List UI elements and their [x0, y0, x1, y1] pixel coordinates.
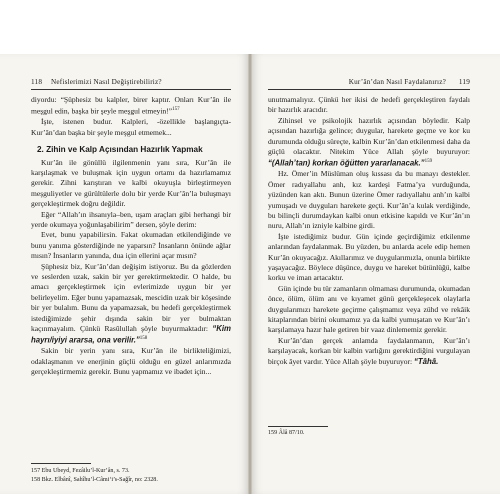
footnote-ref: 159: [424, 159, 433, 165]
left-page-number: 118: [31, 78, 43, 86]
footnote-ref: 157: [172, 107, 180, 113]
paragraph: Zihinsel ve psikolojik hazırlık açısından böyledir. Kalp açısından hazırlığa gelince; duygular, harekete geçme ve kor ku durumunda olduğu süreçte, kalbin Kur’ân’dan etkilenmesi daha da güçlü olacaktır. Nitekim Yüce Allah şöyle buyuruyor: “(Allah’tan) korkan öğütten yararlanacak.”$^{159}$: [268, 115, 470, 168]
left-running-title: Nefislerimizi Nasıl Değiştirebiliriz?: [51, 78, 162, 86]
paragraph: Kur’ân ile gönüllü ilgilenmenin yanı sıra, Kur’ân ile karşılaşmak ve buluşmak için uygun ortamı da hazırlamamız gerekir. Zihni karıştıran ve kalbi okuyuşla birleştirmeyen meşguliyetler ve gürültülerle dolu bir yerde Kur’ân’la buluşmayı gerçekleştirmek doğru değildir.: [31, 157, 231, 209]
footnote: 157 Ebu Ubeyd, Fezâilu’l-Kur’ân, s. 73.: [31, 468, 130, 474]
right-running-title: Kur’ân’dan Nasıl Faydalanırız?: [348, 78, 446, 86]
right-footnote-rule: [268, 426, 328, 427]
paragraph: Kur’ân’dan gerçek anlamda faydalanmanın, Kur’ân’ı karşılayacak, korkan bir kalbin varlığını gerektirdiğini vurgulayan birçok âyet vardır. Yüce Allah şöyle buyuruyor: “Tâhâ.: [268, 335, 470, 366]
paragraph: Şüphesiz biz, Kur’ân’dan değişim istiyoruz. Bu da gözlerden ve seslerden uzak, sakin bir yer gerektirmektedir. O halde, bu amacı gerçekleştirmek için evlerimizde uygun bir yer belirleyelim. Eğer bunu yapamazsak, mescidin uzak bir köşesinde bir yer bulalım. Bunu da yapamazsak, bu hedefi gerçekleştirmek istediğimizde şehir dışında sakin bir yer bulmaktan kaçınmayalım. Çünkü Rasûlullah şöyle buyurmaktadır: “Kim hayrı/iyiyi ararsa, ona verilir.”$^{158}$: [31, 261, 231, 345]
right-header-rule: [268, 89, 470, 90]
paragraph: Gün içinde bu tür zamanların olmaması durumunda, okumadan önce, ölüm, ölüm anı ve kıyamet günü gerçekleşecek olaylarla duygularımızı harekete geçirme çalışmamız veya zühd ve rekâik kitaplarından birini okumamız ya da kalbi yumuşatan ve Kur’ân’ı karşılamaya hazır hale getiren bir vaaz dinlememiz gerekir.: [268, 283, 470, 335]
left-body-text: [31, 95, 231, 378]
paragraph: İşte, istenen budur. Kalpleri, -özellikle başlangıçta- Kur’ân’dan başka bir şeyle meşgul etmemek...: [31, 117, 231, 137]
paragraph: Eğer “Allah’ın ihsanıyla–ben, uşam araçları gibi herhangi bir yerde okumaya yoğunlaşabilirim” dersen, şöyle derim:: [31, 209, 231, 229]
left-footnote-rule: [31, 463, 91, 464]
footnote: 159 Âlâ 87/10.: [268, 430, 305, 436]
right-footnotes: [268, 429, 470, 438]
paragraph: unutmamalıyız. Çünkü her ikisi de hedefi gerçekleştiren faydalı bir hazırlık aracıdır.: [268, 95, 470, 115]
verse-quote: “(Allah’tan) korkan öğütten yararlanacak.”: [268, 158, 425, 168]
paragraph: İşte istediğimiz budur. Gün içinde geçirdiğimiz etkilenme anlarından faydalanmak. Bu yüzden, bu anlarda acele edip hemen Kur’ân okuyacağız. Akıllarımız ve duygularımızla, onunla birlikte yaşayacağız. Böylece düşünce, duygu ve hareket bütünlüğü, kalbe korku ve iman artacaktır.: [268, 231, 470, 283]
footnote-ref: 158: [139, 336, 148, 342]
paragraph: diyordu: “Şüphesiz bu kalpler, birer kaptır. Onları Kur’ân ile meşgul edin, başka bir şeyle meşgul etmeyin!”$^{157}$: [31, 95, 231, 116]
hadith-quote: “Kim hayrı/iyiyi ararsa, ona verilir.”: [31, 324, 231, 345]
verse-quote: “Tâhâ.: [414, 356, 439, 366]
footnote: 158 Bkz. Elbânî, Sahîhu’l-Câmiʻi’s-Sağîr, no: 2328.: [31, 477, 158, 483]
right-body-text: [268, 95, 470, 367]
left-header-rule: [31, 89, 231, 90]
paragraph: Sakin bir yerin yanı sıra, Kur’ân ile birlikteliğimizi, odaklaşmanın ve enerjinin güçlü olduğu en güzel anlarımızda gerçekleştirmemiz gerekir. Bunu yapmamız ve ibadet için...: [31, 346, 231, 377]
left-footnotes: [31, 467, 231, 485]
book-spine: [248, 54, 252, 494]
right-page-number: 119: [458, 78, 470, 86]
section-heading: 2. Zihin ve Kalp Açısından Hazırlık Yapmak: [37, 145, 203, 155]
paragraph: Evet, bunu yapabilirsin. Fakat okumadan etkilendiğinde ve bunu yanıma gösterdiğinde ne yaparsın? İnsanların önünde ağlar mısın? İnsanların yanında, dua için ellerini açar mısın?: [31, 230, 231, 261]
paragraph: Hz. Ömer’in Müslüman oluş kıssası da bu manayı destekler. Ömer radıyallahu anh, kız kardeşi Fatma’ya vurduğunda, yüzünden kan aktı. Bunun üzerine Ömer radıyallahu anh’ın kalbi yumuşadı ve duyguları harekete geçti. Kur’ân’a kulak verdiğinde, bu bilinçli durumdaykan kalbi onun etkisine kapıldı ve Kur’ân’ın nuru, Allah’ın izniyle kalbine girdi.: [268, 169, 470, 231]
